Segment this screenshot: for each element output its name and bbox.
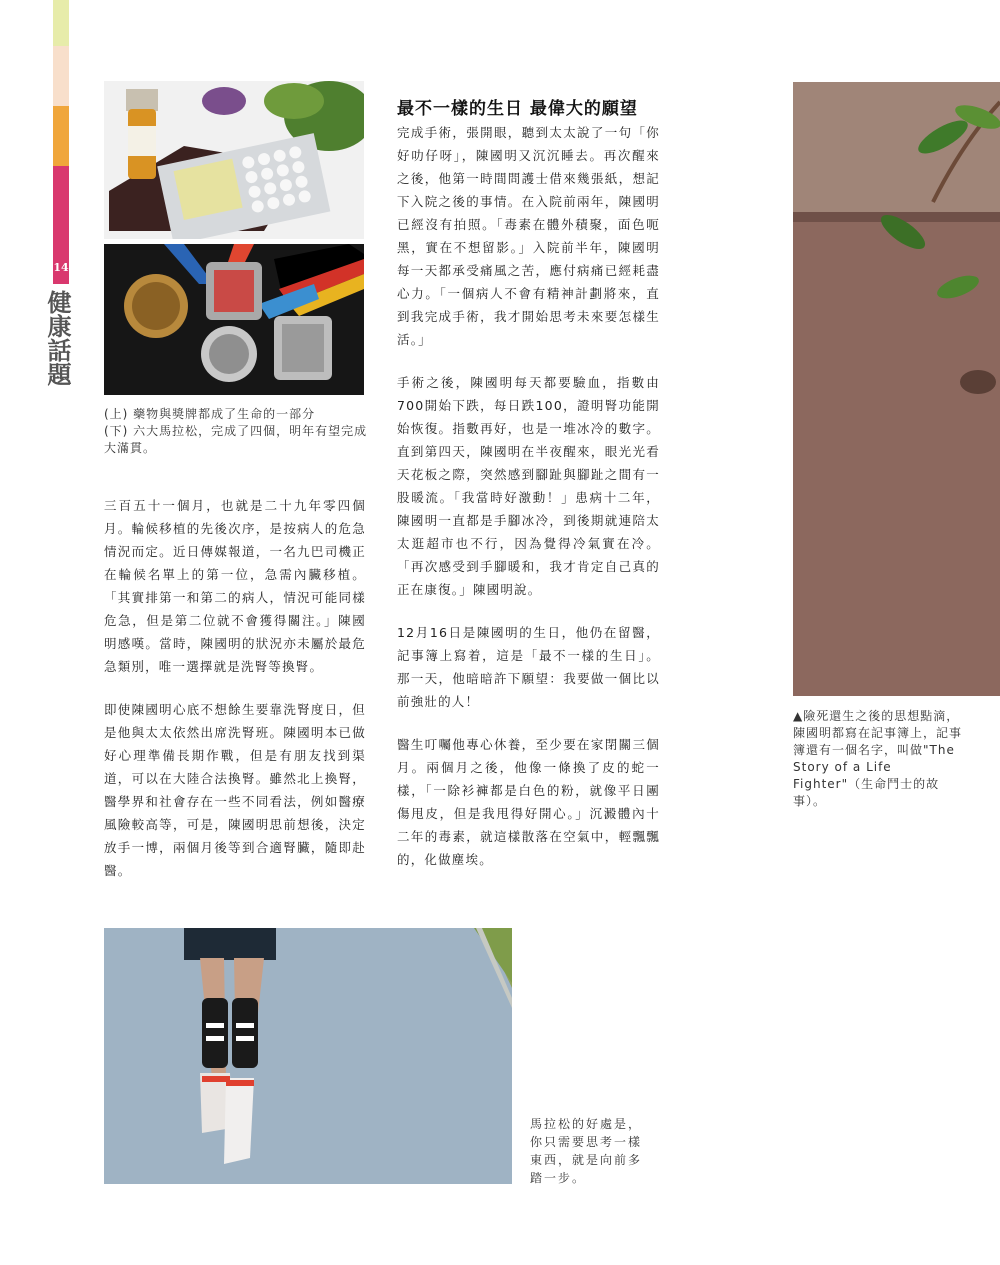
caption-line-top: (上) 藥物與獎牌都成了生命的一部分 <box>104 407 316 421</box>
medication-photo <box>104 81 364 239</box>
medication-illustration <box>104 81 364 239</box>
body-paragraph: 三百五十一個月，也就是二十九年零四個月。輪候移植的先後次序，是按病人的危急情況而定。近日傳媒報道，一名九巴司機正在輪候名單上的第一位，急需內臟移植。「其實排第一和第二的病人，情況可能同樣危急，但是第二位就不會獲得關注。」陳國明感嘆。當時，陳國明的狀況亦未屬於最危急類別，唯一選擇就是洗腎等換腎。 <box>104 498 366 674</box>
left-column <box>104 494 366 902</box>
body-paragraph: 12月16日是陳國明的生日，他仍在留醫，記事簿上寫着，這是「最不一樣的生日」。那一天，他暗暗許下願望：我要做一個比以前強壯的人！ <box>397 625 660 709</box>
notebook-caption-text: ▲險死還生之後的思想點滴，陳國明都寫在記事簿上，記事簿還有一個名字，叫做"The Story of a Life Fighter"（生命鬥士的故事）。 <box>793 709 963 808</box>
article-subheading: 最不一樣的生日 最偉大的願望 <box>397 99 638 119</box>
body-paragraph: 醫生叮囑他專心休養，至少要在家閉關三個月。兩個月之後，他像一條換了皮的蛇一樣，「一除衫褲都是白色的粉，就像平日團傷甩皮，但是我甩得好開心。」沉澱體內十二年的毒素，就這樣散落在空氣中，輕飄飄的，化做塵埃。 <box>397 737 660 867</box>
body-paragraph: 手術之後，陳國明每天都要驗血，指數由700開始下跌，每日跌100，證明腎功能開始恢復。指數再好，也是一堆冰冷的數字。直到第四天，陳國明在半夜醒來，眼光光看天花板之際，突然感到腳趾與腳趾之間有一股暖流。「我當時好激動！」患病十二年，陳國明一直都是手腳冰冷，到後期就連陪太太逛超市也不行，因為覺得冷氣實在冷。「再次感受到手腳暖和，我才肯定自己真的正在康復。」陳國明說。 <box>397 375 660 597</box>
color-strip-peach <box>53 46 69 106</box>
body-paragraph: 完成手術，張開眼，聽到太太說了一句「你好叻仔呀」，陳國明又沉沉睡去。再次醒來之後，他第一時間問護士借來幾張紙，想記下入院之後的事情。在入院前兩年，陳國明已經沒有拍照。「毒素在體外積聚，面色呃黑，實在不想留影。」入院前半年，陳國明每一天都承受痛風之苦，應付病痛已經耗盡心力。「一個病人不會有精神計劃將來，直到我完成手術，我才開始思考未來要怎樣生活。」 <box>397 125 660 347</box>
runner-photo <box>104 928 512 1184</box>
notebook-illustration <box>793 82 1000 696</box>
runner-caption <box>530 1115 650 1187</box>
body-paragraph: 即使陳國明心底不想餘生要靠洗腎度日，但是他與太太依然出席洗腎班。陳國明本已做好心理準備長期作戰，但是有朋友找到渠道，可以在大陸合法換腎。雖然北上換腎，醫學界和社會存在一些不同看法，例如醫療風險較高等，可是，陳國明思前想後，決定放手一博，兩個月後等到合適腎臟，隨即赴醫。 <box>104 702 366 878</box>
top-photos-caption <box>104 406 369 457</box>
color-strip-orange <box>53 106 69 166</box>
middle-column <box>397 121 660 891</box>
caption-line-bottom: (下) 六大馬拉松，完成了四個，明年有望完成大滿貫。 <box>104 424 368 455</box>
runner-illustration <box>104 928 512 1184</box>
notebook-caption <box>793 708 963 810</box>
color-strip-lime <box>53 0 69 46</box>
page-number: 14 <box>53 261 69 274</box>
runner-caption-text: 馬拉松的好處是，你只需要思考一樣東西，就是向前多踏一步。 <box>530 1117 643 1185</box>
section-title: 健康話題 <box>43 290 72 386</box>
notebook-photo <box>793 82 1000 696</box>
color-strip-pink <box>53 166 69 258</box>
medals-illustration <box>104 244 364 395</box>
medals-photo <box>104 244 364 395</box>
